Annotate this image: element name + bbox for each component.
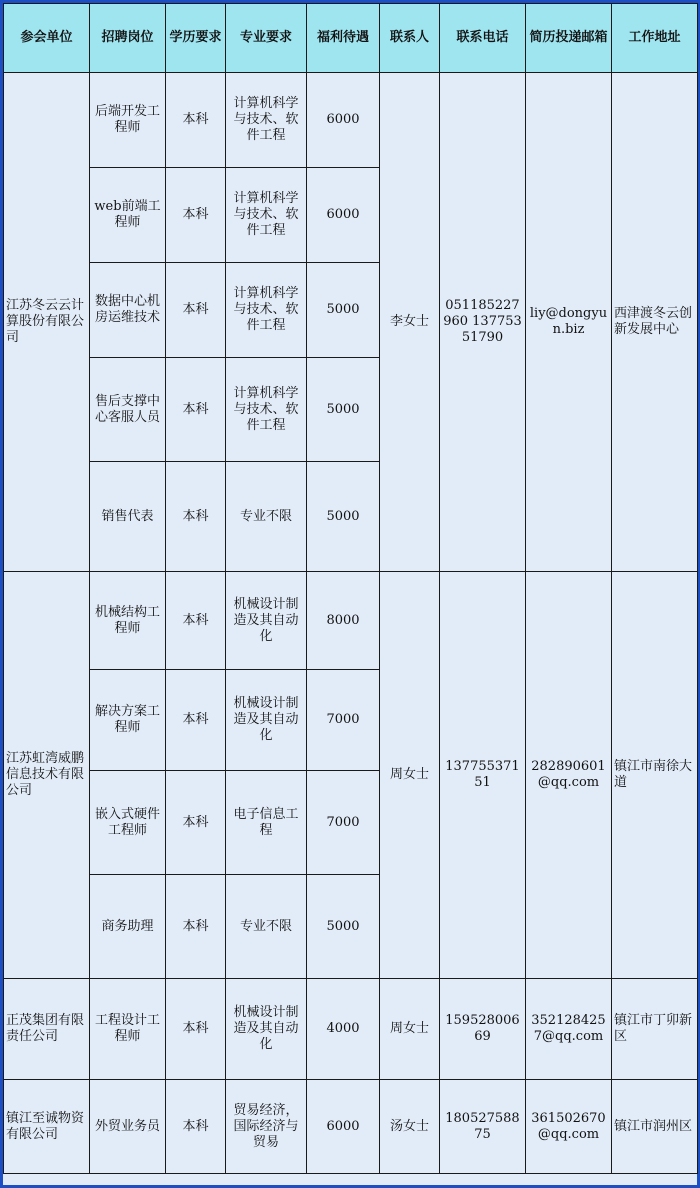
- job-position: 商务助理: [90, 875, 166, 979]
- job-salary: 7000: [307, 670, 380, 771]
- job-position: 工程设计工程师: [90, 979, 166, 1080]
- job-education: 本科: [166, 979, 226, 1080]
- work-address: 镇江市南徐大道: [612, 572, 698, 979]
- job-education: 本科: [166, 875, 226, 979]
- job-position: 外贸业务员: [90, 1080, 166, 1174]
- job-major: 贸易经济，国际经济与贸易: [226, 1080, 307, 1174]
- job-education: 本科: [166, 358, 226, 462]
- job-salary: 5000: [307, 263, 380, 358]
- job-position: 后端开发工程师: [90, 73, 166, 168]
- resume-email[interactable]: 361502670@qq.com: [526, 1080, 612, 1174]
- contact-phone: 051185227960 13775351790: [440, 73, 526, 572]
- work-address: 镇江市丁卯新区: [612, 979, 698, 1080]
- contact-person: 周女士: [380, 979, 440, 1080]
- resume-email[interactable]: 3521284257@qq.com: [526, 979, 612, 1080]
- header-salary: 福利待遇: [307, 4, 380, 73]
- contact-phone: 13775537151: [440, 572, 526, 979]
- job-position: 销售代表: [90, 462, 166, 572]
- job-salary: 5000: [307, 875, 380, 979]
- job-salary: 6000: [307, 168, 380, 263]
- job-education: 本科: [166, 1080, 226, 1174]
- company-name: 正茂集团有限责任公司: [4, 979, 90, 1080]
- job-salary: 5000: [307, 462, 380, 572]
- job-salary: 7000: [307, 771, 380, 875]
- header-education: 学历要求: [166, 4, 226, 73]
- header-contact: 联系人: [380, 4, 440, 73]
- job-education: 本科: [166, 771, 226, 875]
- job-major: 计算机科学与技术、软件工程: [226, 168, 307, 263]
- job-salary: 6000: [307, 73, 380, 168]
- job-major: 电子信息工程: [226, 771, 307, 875]
- contact-phone: 15952800669: [440, 979, 526, 1080]
- job-salary: 5000: [307, 358, 380, 462]
- header-email: 简历投递邮箱: [526, 4, 612, 73]
- resume-email[interactable]: liy@dongyun.biz: [526, 73, 612, 572]
- job-education: 本科: [166, 462, 226, 572]
- table-row: [4, 572, 698, 670]
- job-position: 嵌入式硬件工程师: [90, 771, 166, 875]
- job-major: 计算机科学与技术、软件工程: [226, 358, 307, 462]
- job-major: 专业不限: [226, 875, 307, 979]
- job-major: 专业不限: [226, 462, 307, 572]
- work-address: 镇江市润州区: [612, 1080, 698, 1174]
- work-address: 西津渡冬云创新发展中心: [612, 73, 698, 572]
- job-education: 本科: [166, 168, 226, 263]
- job-education: 本科: [166, 572, 226, 670]
- header-major: 专业要求: [226, 4, 307, 73]
- job-major: 机械设计制造及其自动化: [226, 670, 307, 771]
- header-row: [4, 4, 698, 73]
- job-major: 机械设计制造及其自动化: [226, 979, 307, 1080]
- table-row: [4, 73, 698, 168]
- table-frame: [3, 3, 697, 1185]
- job-position: web前端工程师: [90, 168, 166, 263]
- job-position: 解决方案工程师: [90, 670, 166, 771]
- job-position: 售后支撑中心客服人员: [90, 358, 166, 462]
- recruitment-table: [3, 3, 698, 1174]
- header-address: 工作地址: [612, 4, 698, 73]
- company-name: 江苏虹湾威鹏信息技术有限公司: [4, 572, 90, 979]
- company-name: 镇江至诚物资有限公司: [4, 1080, 90, 1174]
- job-salary: 8000: [307, 572, 380, 670]
- header-company: 参会单位: [4, 4, 90, 73]
- table-row: [4, 1080, 698, 1174]
- job-major: 机械设计制造及其自动化: [226, 572, 307, 670]
- table-row: [4, 979, 698, 1080]
- header-position: 招聘岗位: [90, 4, 166, 73]
- job-education: 本科: [166, 263, 226, 358]
- contact-person: 周女士: [380, 572, 440, 979]
- company-name: 江苏冬云云计算股份有限公司: [4, 73, 90, 572]
- job-education: 本科: [166, 73, 226, 168]
- contact-phone: 18052758875: [440, 1080, 526, 1174]
- job-salary: 4000: [307, 979, 380, 1080]
- header-phone: 联系电话: [440, 4, 526, 73]
- job-major: 计算机科学与技术、软件工程: [226, 73, 307, 168]
- contact-person: 汤女士: [380, 1080, 440, 1174]
- job-position: 机械结构工程师: [90, 572, 166, 670]
- job-position: 数据中心机房运维技术: [90, 263, 166, 358]
- job-education: 本科: [166, 670, 226, 771]
- job-major: 计算机科学与技术、软件工程: [226, 263, 307, 358]
- job-salary: 6000: [307, 1080, 380, 1174]
- resume-email[interactable]: 282890601@qq.com: [526, 572, 612, 979]
- contact-person: 李女士: [380, 73, 440, 572]
